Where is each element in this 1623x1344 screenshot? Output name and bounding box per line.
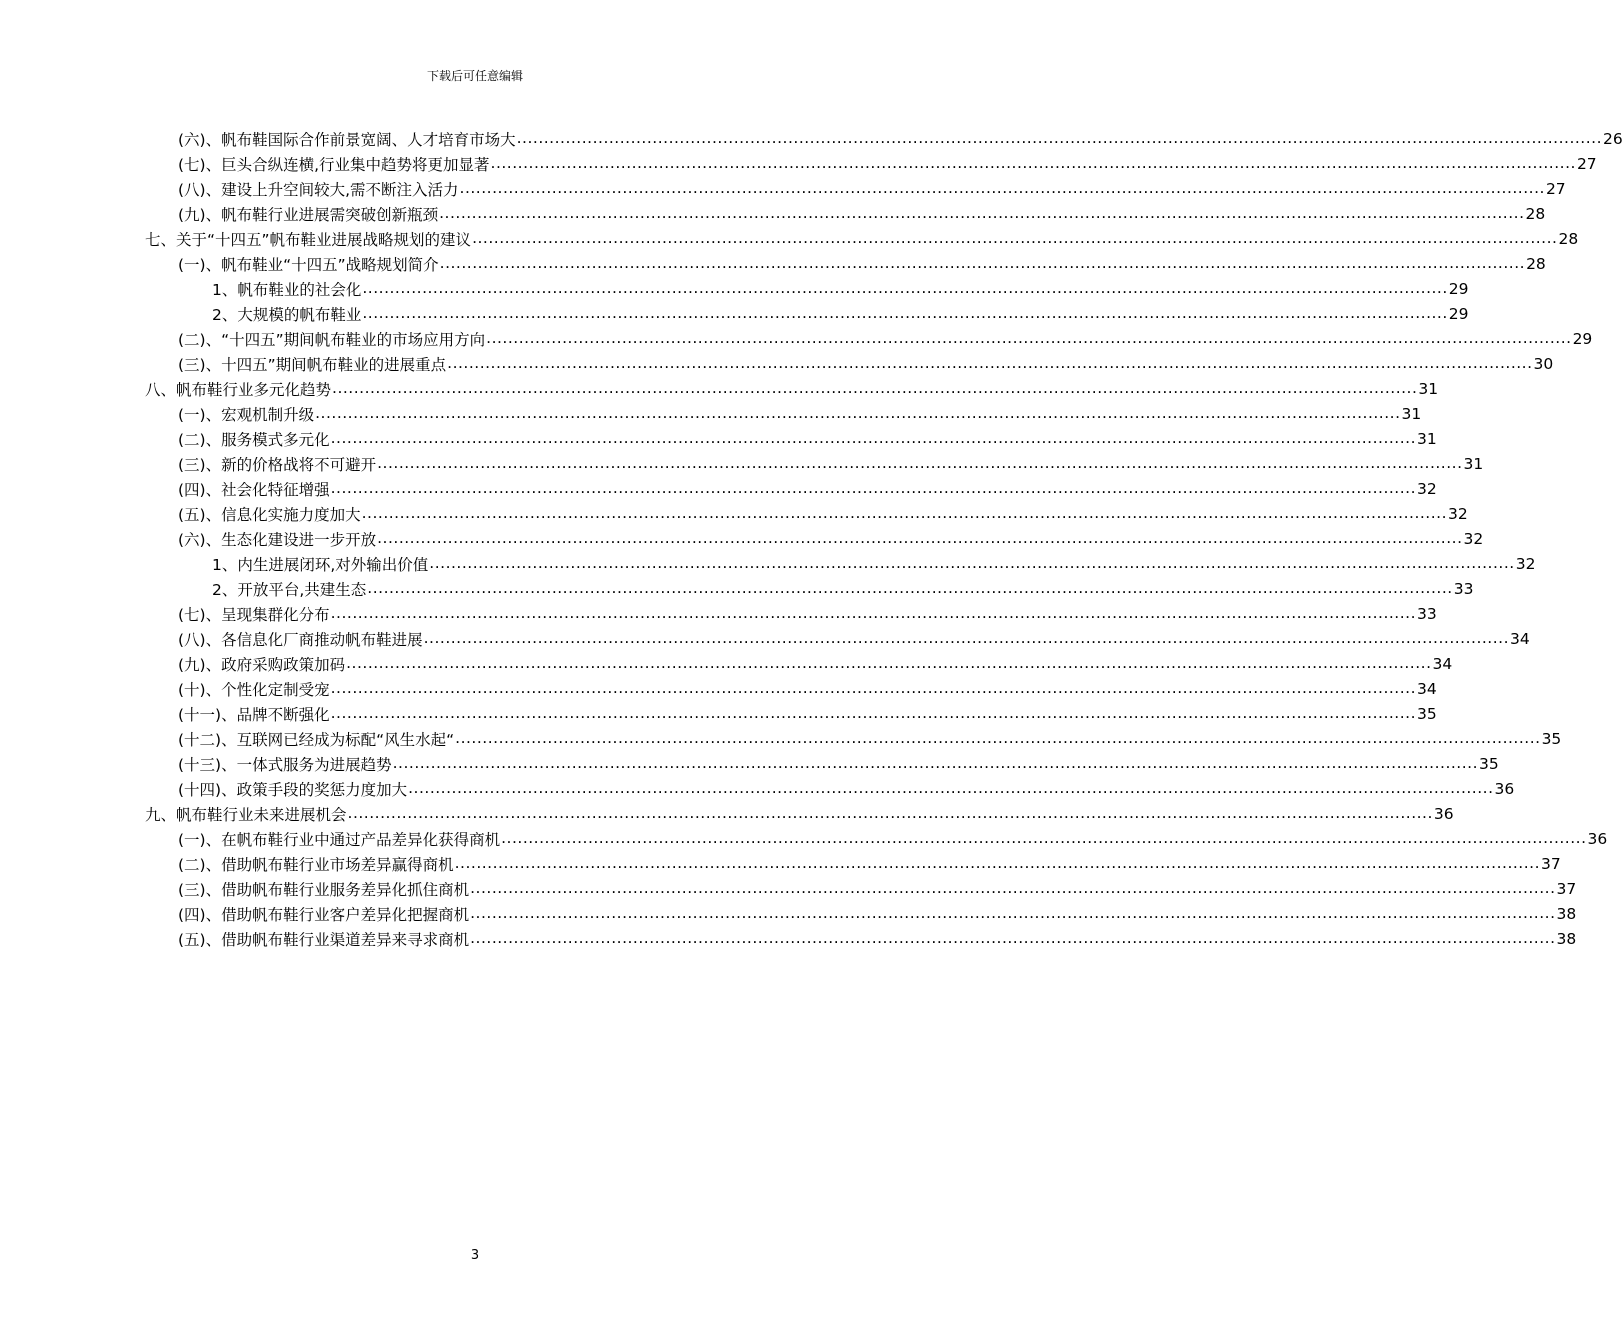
- toc-entry[interactable]: [178, 926, 1577, 951]
- toc-entry-title: (九)、帆布鞋行业进展需突破创新瓶颈: [178, 205, 439, 224]
- toc-entry-page-number: 34: [1417, 679, 1437, 698]
- toc-leader-dots: ........................................................................................................................................................................................................: [447, 354, 1533, 372]
- toc-entry[interactable]: [178, 776, 1515, 801]
- toc-entry-title: (二)、借助帆布鞋行业市场差异赢得商机: [178, 855, 454, 874]
- toc-entry[interactable]: [178, 401, 1422, 426]
- toc-leader-dots: ........................................................................................................................................................................................................: [459, 179, 1545, 197]
- toc-entry-title: 八、帆布鞋行业多元化趋势: [145, 380, 332, 399]
- toc-entry-page-number: 34: [1432, 654, 1453, 673]
- toc-entry[interactable]: [212, 576, 1474, 601]
- toc-entry-page-number: 33: [1417, 604, 1437, 623]
- toc-entry-page-number: 32: [1463, 529, 1484, 548]
- page-number: 3: [470, 1248, 480, 1263]
- toc-entry-title: (六)、生态化建设进一步开放: [178, 530, 377, 549]
- toc-entry-page-number: 28: [1558, 229, 1579, 248]
- toc-entry-title: 2、大规模的帆布鞋业: [212, 305, 362, 324]
- toc-entry-title: (二)、“十四五”期间帆布鞋业的市场应用方向: [178, 330, 486, 349]
- toc-leader-dots: ........................................................................................................................................................................................................: [516, 129, 1603, 147]
- toc-entry-page-number: 37: [1541, 854, 1561, 873]
- toc-leader-dots: ........................................................................................................................................................................................................: [347, 804, 1433, 822]
- toc-entry-page-number: 37: [1556, 879, 1577, 898]
- toc-entry-page-number: 29: [1572, 329, 1593, 348]
- toc-leader-dots: ........................................................................................................................................................................................................: [377, 529, 1463, 547]
- toc-entry[interactable]: [178, 601, 1437, 626]
- toc-entry[interactable]: [178, 726, 1562, 751]
- toc-entry-page-number: 29: [1448, 279, 1469, 298]
- toc-entry[interactable]: [212, 551, 1536, 576]
- toc-entry[interactable]: [178, 626, 1530, 651]
- toc-entry-title: (五)、借助帆布鞋行业渠道差异来寻求商机: [178, 930, 470, 949]
- toc-leader-dots: ........................................................................................................................................................................................................: [330, 604, 1417, 622]
- toc-leader-dots: ........................................................................................................................................................................................................: [315, 404, 1401, 422]
- toc-entry[interactable]: [145, 801, 1454, 826]
- toc-entry-page-number: 36: [1587, 829, 1608, 848]
- toc-entry-title: (九)、政府采购政策加码: [178, 655, 346, 674]
- toc-entry-page-number: 35: [1479, 754, 1499, 773]
- toc-leader-dots: ........................................................................................................................................................................................................: [330, 704, 1417, 722]
- toc-entry-title: (二)、服务模式多元化: [178, 430, 330, 449]
- toc-leader-dots: ........................................................................................................................................................................................................: [490, 154, 1576, 172]
- toc-leader-dots: ........................................................................................................................................................................................................: [332, 379, 1418, 397]
- toc-entry[interactable]: [178, 351, 1554, 376]
- toc-entry[interactable]: [145, 376, 1439, 401]
- toc-entry-page-number: 27: [1576, 154, 1597, 173]
- toc-entry-page-number: 30: [1533, 354, 1554, 373]
- toc-leader-dots: ........................................................................................................................................................................................................: [330, 679, 1417, 697]
- toc-entry-page-number: 34: [1510, 629, 1530, 648]
- toc-entry-title: (三)、新的价格战将不可避开: [178, 455, 377, 474]
- toc-entry[interactable]: [145, 226, 1579, 251]
- toc-leader-dots: ........................................................................................................................................................................................................: [472, 229, 1558, 247]
- toc-entry[interactable]: [178, 151, 1597, 176]
- toc-entry[interactable]: [178, 326, 1593, 351]
- toc-leader-dots: ........................................................................................................................................................................................................: [361, 504, 1448, 522]
- toc-leader-dots: ........................................................................................................................................................................................................: [470, 929, 1556, 947]
- toc-entry[interactable]: [178, 476, 1437, 501]
- page-header: 下载后可任意编辑: [426, 69, 523, 83]
- toc-entry[interactable]: [178, 701, 1437, 726]
- toc-leader-dots: ........................................................................................................................................................................................................: [486, 329, 1572, 347]
- toc-entry-title: (五)、信息化实施力度加大: [178, 505, 361, 524]
- toc-entry[interactable]: [178, 451, 1484, 476]
- toc-entry[interactable]: [212, 301, 1469, 326]
- toc-entry[interactable]: [178, 426, 1437, 451]
- toc-entry-page-number: 32: [1417, 479, 1437, 498]
- toc-entry-page-number: 28: [1526, 254, 1546, 273]
- toc-entry-title: (十四)、政策手段的奖惩力度加大: [178, 780, 408, 799]
- toc-leader-dots: ........................................................................................................................................................................................................: [470, 879, 1556, 897]
- toc-leader-dots: ........................................................................................................................................................................................................: [392, 754, 1479, 772]
- toc-leader-dots: ........................................................................................................................................................................................................: [330, 479, 1417, 497]
- toc-entry-title: (七)、呈现集群化分布: [178, 605, 330, 624]
- toc-leader-dots: ........................................................................................................................................................................................................: [362, 304, 1448, 322]
- toc-leader-dots: ........................................................................................................................................................................................................: [408, 779, 1494, 797]
- toc-entry-title: 1、内生进展闭环,对外输出价值: [212, 555, 429, 574]
- toc-entry-title: (八)、建设上升空间较大,需不断注入活力: [178, 180, 459, 199]
- toc-entry-page-number: 27: [1545, 179, 1566, 198]
- toc-entry-page-number: 28: [1525, 204, 1546, 223]
- toc-entry-page-number: 31: [1401, 404, 1422, 423]
- toc-entry-title: (一)、帆布鞋业“十四五”战略规划简介: [178, 255, 439, 274]
- toc-leader-dots: ........................................................................................................................................................................................................: [439, 204, 1525, 222]
- toc-entry-title: 2、开放平台,共建生态: [212, 580, 367, 599]
- toc-entry[interactable]: [178, 651, 1453, 676]
- toc-entry-page-number: 38: [1556, 929, 1577, 948]
- toc-entry-page-number: 29: [1448, 304, 1469, 323]
- toc-leader-dots: ........................................................................................................................................................................................................: [362, 279, 1448, 297]
- toc-leader-dots: ........................................................................................................................................................................................................: [346, 654, 1432, 672]
- toc-entry-title: (十)、个性化定制受宠: [178, 680, 330, 699]
- toc-leader-dots: ........................................................................................................................................................................................................: [454, 854, 1541, 872]
- toc-entry-title: (三)、十四五”期间帆布鞋业的进展重点: [178, 355, 447, 374]
- toc-entry-title: (八)、各信息化厂商推动帆布鞋进展: [178, 630, 423, 649]
- toc-entry[interactable]: [178, 901, 1577, 926]
- toc-entry[interactable]: [212, 276, 1469, 301]
- toc-leader-dots: ........................................................................................................................................................................................................: [429, 554, 1515, 572]
- toc-leader-dots: ........................................................................................................................................................................................................: [501, 829, 1587, 847]
- toc-entry-page-number: 36: [1433, 804, 1454, 823]
- toc-entry-page-number: 35: [1417, 704, 1437, 723]
- toc-entry[interactable]: [178, 826, 1608, 851]
- toc-entry[interactable]: [178, 751, 1499, 776]
- toc-entry-page-number: 35: [1541, 729, 1562, 748]
- toc-entry-page-number: 36: [1494, 779, 1515, 798]
- toc-entry[interactable]: [178, 501, 1468, 526]
- toc-entry[interactable]: [178, 201, 1546, 226]
- toc-entry-title: (一)、宏观机制升级: [178, 405, 315, 424]
- toc-entry-title: (七)、巨头合纵连横,行业集中趋势将更加显著: [178, 155, 490, 174]
- toc-entry[interactable]: [178, 676, 1437, 701]
- toc-leader-dots: ........................................................................................................................................................................................................: [423, 629, 1510, 647]
- toc-entry-title: (十三)、一体式服务为进展趋势: [178, 755, 392, 774]
- toc-entry-page-number: 26: [1603, 129, 1623, 148]
- toc-leader-dots: ........................................................................................................................................................................................................: [367, 579, 1453, 597]
- toc-entry-title: (四)、借助帆布鞋行业客户差异化把握商机: [178, 905, 470, 924]
- toc-entry-title: (六)、帆布鞋国际合作前景宽阔、人才培育市场大: [178, 130, 516, 149]
- toc-entry[interactable]: [178, 251, 1546, 276]
- toc-entry-title: (三)、借助帆布鞋行业服务差异化抓住商机: [178, 880, 470, 899]
- toc-entry[interactable]: [178, 176, 1566, 201]
- toc-entry[interactable]: [178, 851, 1561, 876]
- toc-entry-title: (十二)、互联网已经成为标配“风生水起“: [178, 730, 455, 749]
- toc-leader-dots: ........................................................................................................................................................................................................: [330, 429, 1417, 447]
- toc-leader-dots: ........................................................................................................................................................................................................: [439, 254, 1526, 272]
- toc-entry[interactable]: [178, 876, 1577, 901]
- toc-leader-dots: ........................................................................................................................................................................................................: [470, 904, 1556, 922]
- toc-entry-page-number: 32: [1515, 554, 1536, 573]
- toc-entry-title: 七、关于“十四五”帆布鞋业进展战略规划的建议: [145, 230, 472, 249]
- toc-entry-page-number: 31: [1417, 429, 1437, 448]
- toc-entry-page-number: 38: [1556, 904, 1577, 923]
- toc-entry-page-number: 31: [1463, 454, 1484, 473]
- toc-entry-title: (十一)、品牌不断强化: [178, 705, 330, 724]
- toc-entry-title: (一)、在帆布鞋行业中通过产品差异化获得商机: [178, 830, 501, 849]
- toc-entry[interactable]: [178, 126, 1623, 151]
- toc-entry-page-number: 33: [1453, 579, 1474, 598]
- toc-entry-page-number: 31: [1418, 379, 1439, 398]
- toc-entry-page-number: 32: [1448, 504, 1468, 523]
- toc-entry-title: 1、帆布鞋业的社会化: [212, 280, 362, 299]
- toc-entry-title: 九、帆布鞋行业未来进展机会: [145, 805, 347, 824]
- toc-leader-dots: ........................................................................................................................................................................................................: [455, 729, 1541, 747]
- toc-leader-dots: ........................................................................................................................................................................................................: [377, 454, 1463, 472]
- toc-entry-title: (四)、社会化特征增强: [178, 480, 330, 499]
- toc-entry[interactable]: [178, 526, 1484, 551]
